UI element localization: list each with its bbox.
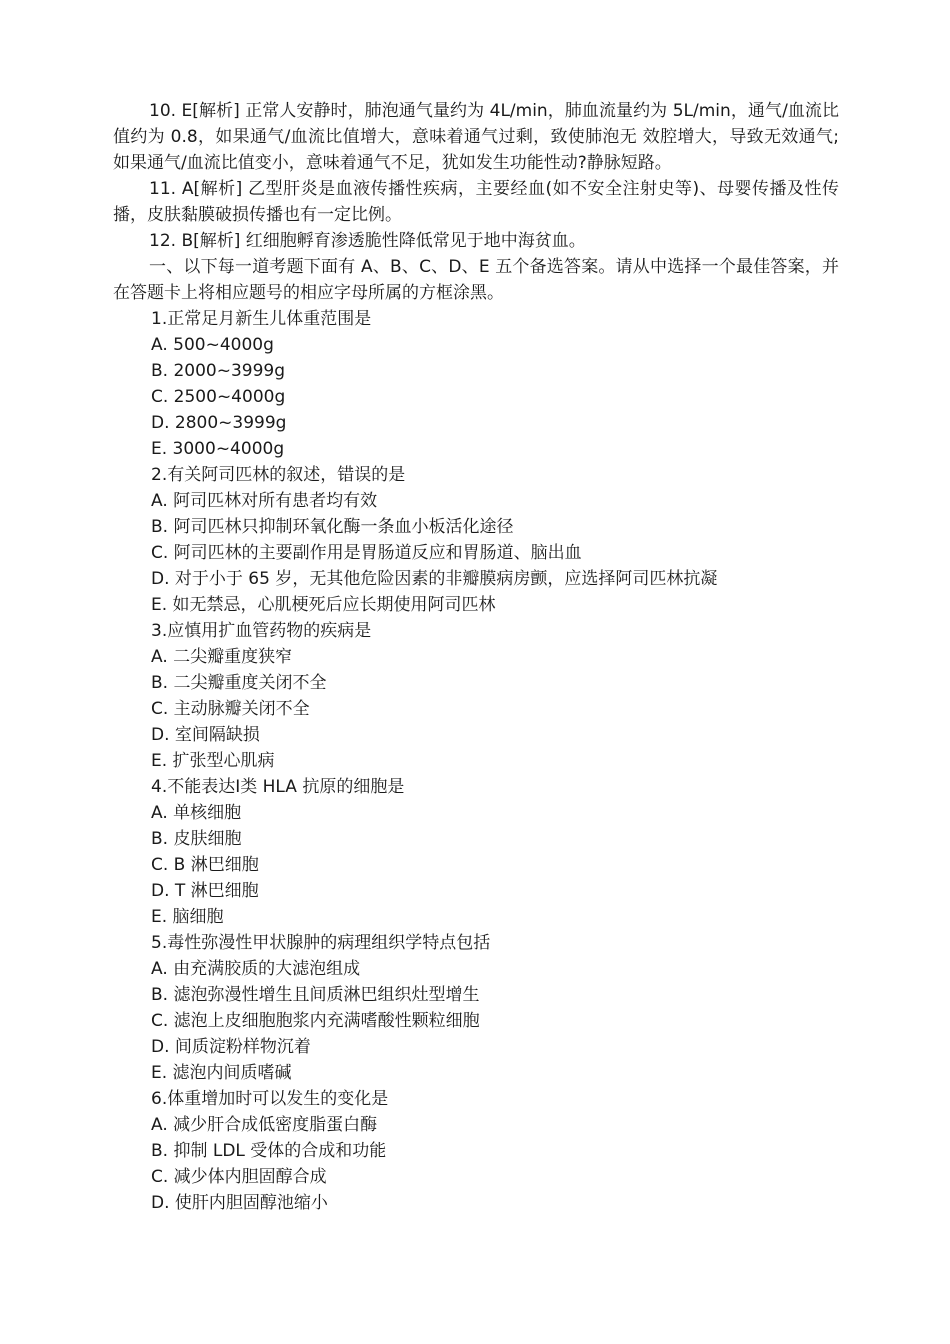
question-1-option-e: E. 3000~4000g	[151, 439, 285, 459]
question-3-option-b: B. 二尖瓣重度关闭不全	[151, 673, 327, 693]
section-instruction: 一、以下每一道考题下面有 A、B、C、D、E 五个备选答案。请从中选择一个最佳答案，并在答题卡上将相应题号的相应字母所属的方框涂黑。	[113, 257, 839, 303]
question-4-option-c: C. B 淋巴细胞	[151, 855, 259, 875]
question-6-option-d: D. 使肝内胆固醇池缩小	[151, 1193, 328, 1213]
question-3-option-d: D. 室间隔缺损	[151, 725, 260, 745]
question-4-option-e: E. 脑细胞	[151, 907, 224, 927]
question-6-stem: 6.体重增加时可以发生的变化是	[151, 1089, 389, 1109]
explanation-10: 10. E[解析] 正常人安静时，肺泡通气量约为 4L/min，肺血流量约为 5L/min，通气/血流比值约为 0.8，如果通气/血流比值增大，意味着通气过剩，致使肺泡无 效腔增大，导致无效通气;如果通气/血流比值变小，意味着通气不足，犹如发生功能性动?静脉短路。	[113, 101, 839, 173]
question-5-option-d: D. 间质淀粉样物沉着	[151, 1037, 311, 1057]
question-3-option-a: A. 二尖瓣重度狭窄	[151, 647, 293, 667]
question-1-option-d: D. 2800~3999g	[151, 413, 287, 433]
question-4-option-d: D. T 淋巴细胞	[151, 881, 259, 901]
question-4-stem: 4.不能表达Ⅰ类 HLA 抗原的细胞是	[151, 777, 405, 797]
question-6-option-c: C. 减少体内胆固醇合成	[151, 1167, 327, 1187]
question-6-option-b: B. 抑制 LDL 受体的合成和功能	[151, 1141, 387, 1161]
question-1-option-a: A. 500~4000g	[151, 335, 274, 355]
question-5-option-b: B. 滤泡弥漫性增生且间质淋巴组织灶型增生	[151, 985, 480, 1005]
question-2-option-e: E. 如无禁忌，心肌梗死后应长期使用阿司匹林	[151, 595, 496, 615]
question-1-option-c: C. 2500~4000g	[151, 387, 286, 407]
document-body	[113, 98, 839, 1216]
question-4-option-a: A. 单核细胞	[151, 803, 242, 823]
question-6-option-a: A. 减少肝合成低密度脂蛋白酶	[151, 1115, 378, 1135]
question-2-stem: 2.有关阿司匹林的叙述，错误的是	[151, 465, 406, 485]
question-2-option-a: A. 阿司匹林对所有患者均有效	[151, 491, 378, 511]
question-3-option-c: C. 主动脉瓣关闭不全	[151, 699, 310, 719]
question-5-option-a: A. 由充满胶质的大滤泡组成	[151, 959, 361, 979]
question-3-option-e: E. 扩张型心肌病	[151, 751, 275, 771]
question-2-option-b: B. 阿司匹林只抑制环氧化酶一条血小板活化途径	[151, 517, 514, 537]
question-5-stem: 5.毒性弥漫性甲状腺肿的病理组织学特点包括	[151, 933, 491, 953]
question-3-stem: 3.应慎用扩血管药物的疾病是	[151, 621, 372, 641]
question-2-option-d: D. 对于小于 65 岁，无其他危险因素的非瓣膜病房颤，应选择阿司匹林抗凝	[151, 569, 718, 589]
question-5-option-c: C. 滤泡上皮细胞胞浆内充满嗜酸性颗粒细胞	[151, 1011, 480, 1031]
question-4-option-b: B. 皮肤细胞	[151, 829, 242, 849]
question-2-option-c: C. 阿司匹林的主要副作用是胃肠道反应和胃肠道、脑出血	[151, 543, 582, 563]
question-1-option-b: B. 2000~3999g	[151, 361, 286, 381]
question-1-stem: 1.正常足月新生儿体重范围是	[151, 309, 372, 329]
question-5-option-e: E. 滤泡内间质嗜碱	[151, 1063, 292, 1083]
explanation-11: 11. A[解析] 乙型肝炎是血液传播性疾病，主要经血(如不安全注射史等)、母婴传播及性传播，皮肤黏膜破损传播也有一定比例。	[113, 179, 839, 225]
explanation-12: 12. B[解析] 红细胞孵育渗透脆性降低常见于地中海贫血。	[149, 231, 586, 251]
